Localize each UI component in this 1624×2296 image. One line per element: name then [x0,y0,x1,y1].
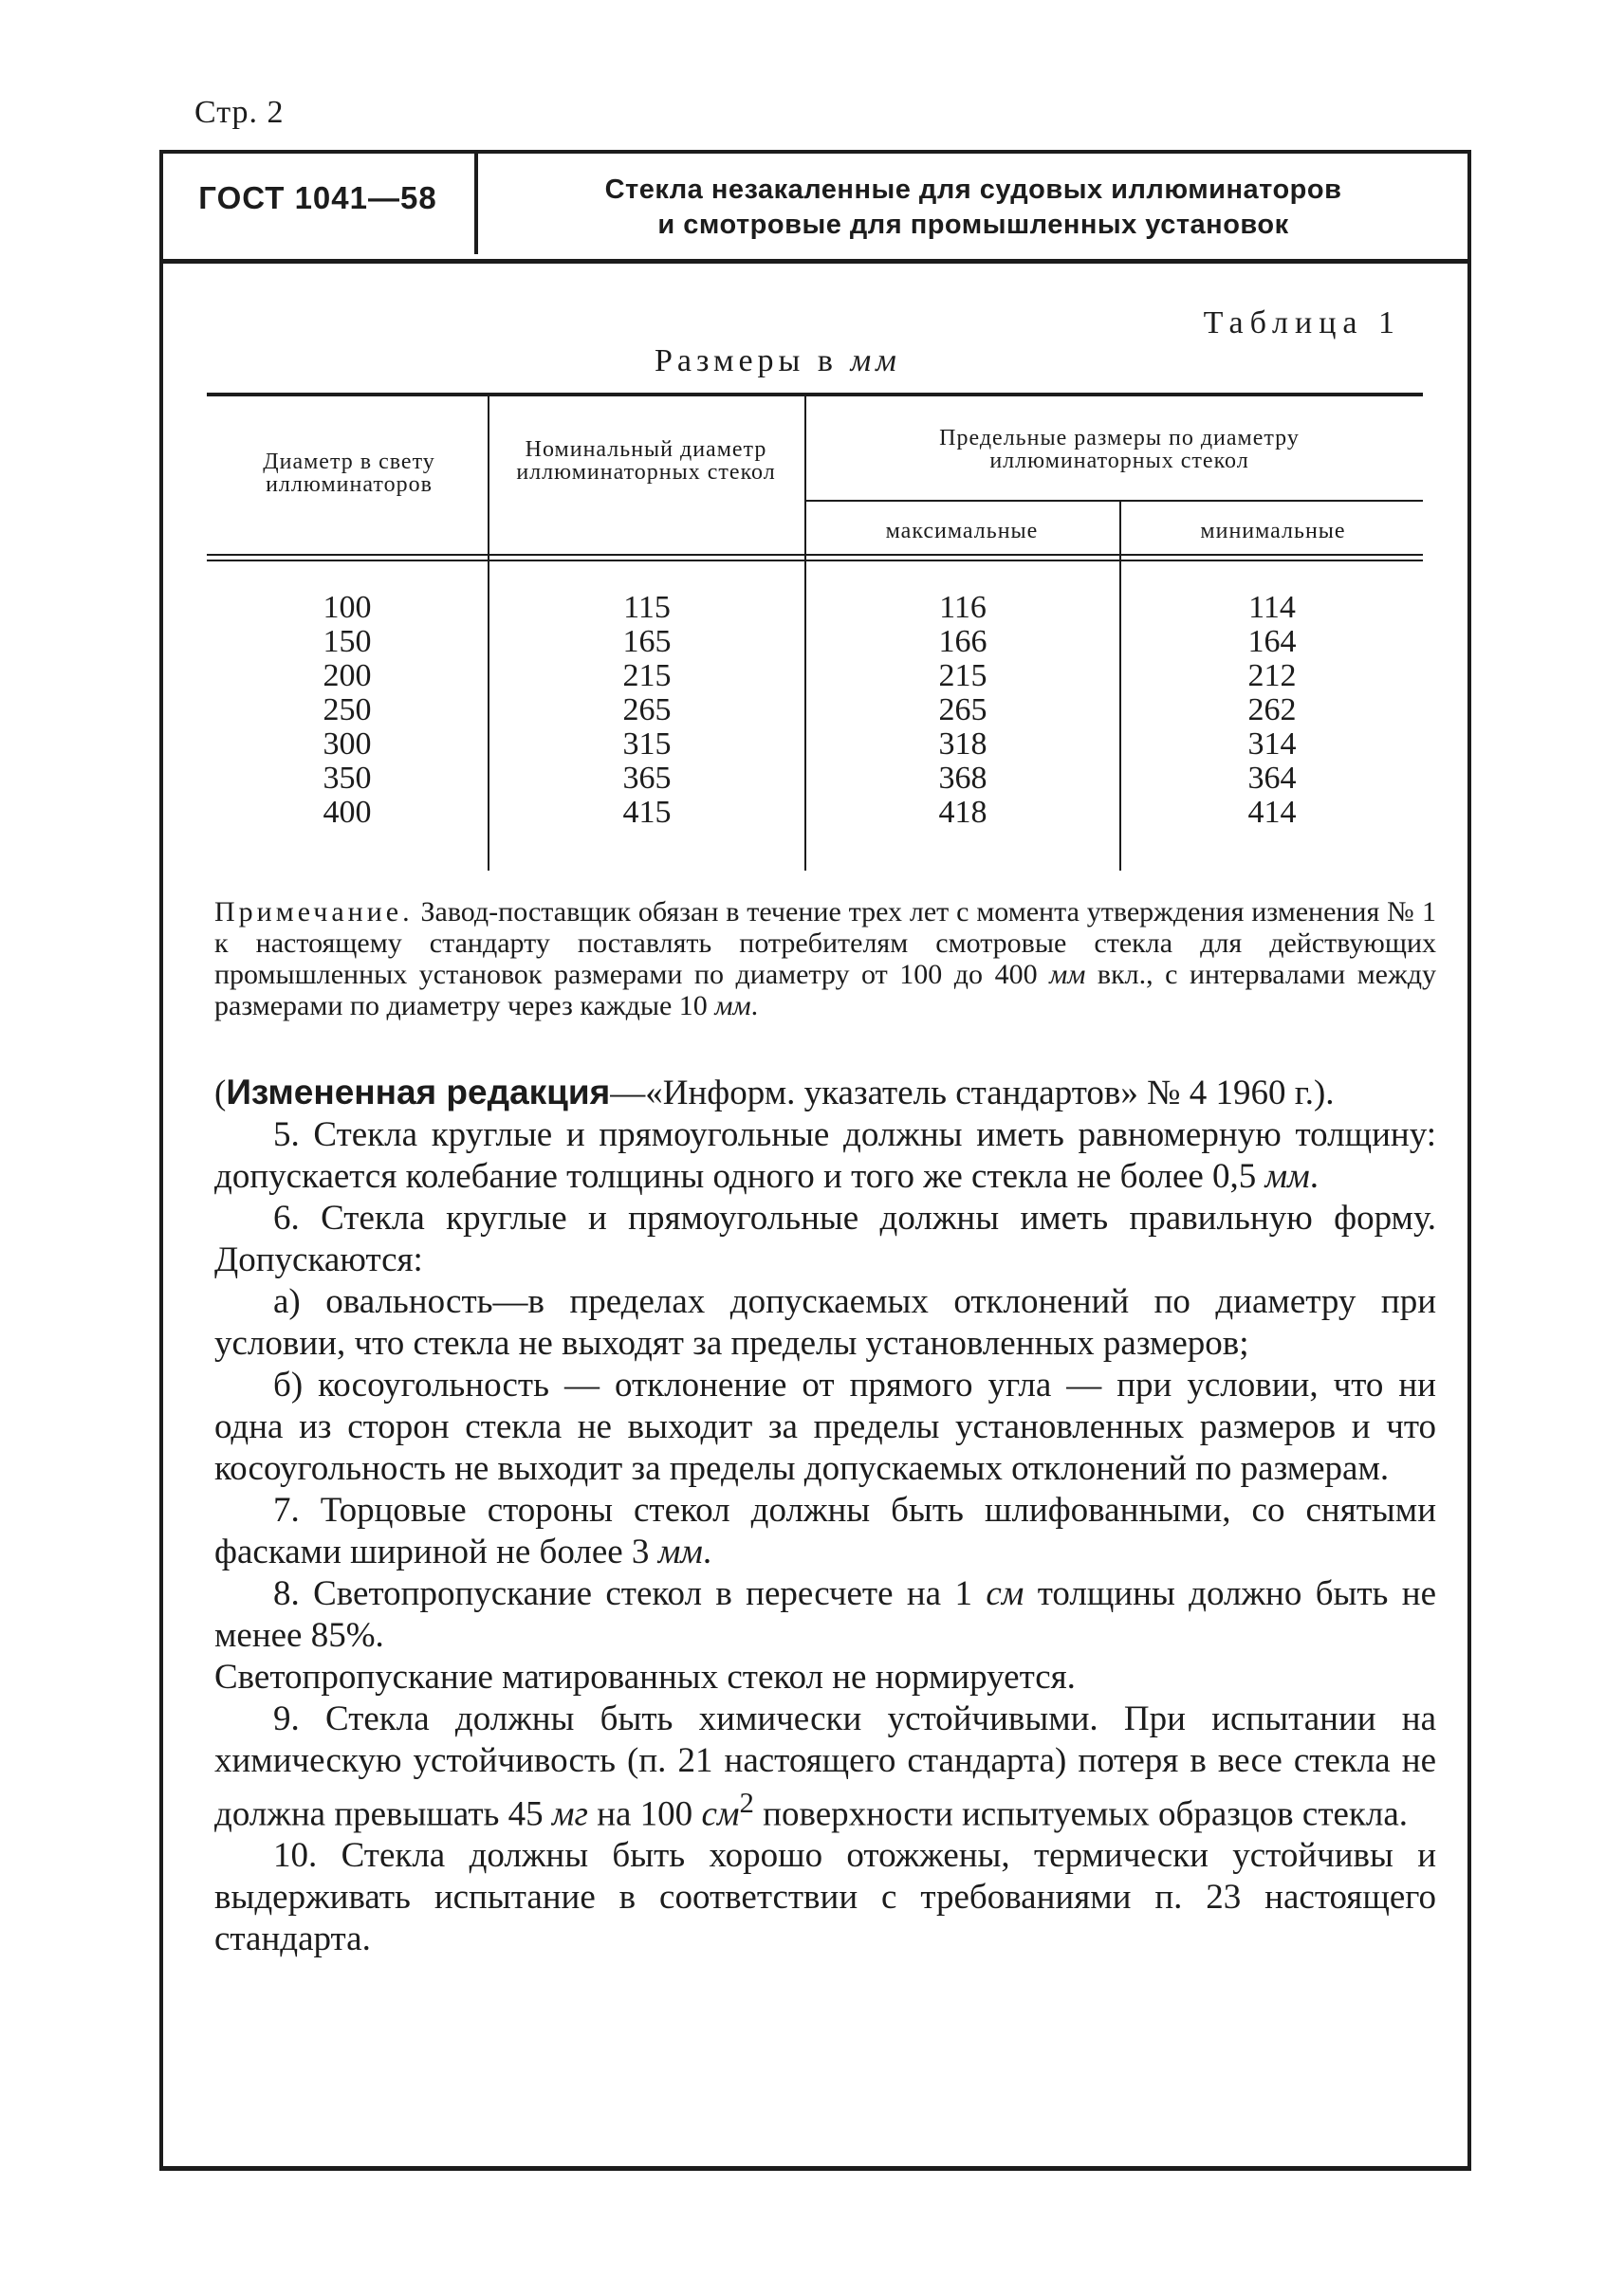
header-nominal-diameter: Номинальный диаметр иллюминаторных стекол [516,437,776,485]
clause-6b: б) косоугольность — отклонение от прямого угла — при условии, что ни одна из сторон стекла не выходит за пределы установленных размеров и что косоугольность не выходит за пределы допускаемых отклонений по размерам. [214,1366,1436,1488]
clause-5-text: 5. Стекла круглые и прямоугольные должны иметь равномерную толщину: допускается колебание толщины одного и того же стекла не более 0,5 [214,1115,1436,1196]
clause-8-text-2: толщины должно быть не менее 85%. [214,1574,1437,1655]
table-cell: 115 [623,590,671,625]
body-text [214,1072,1436,1960]
table-cell: 116 [939,590,987,625]
units-value: мм [850,343,901,378]
table-cell: 100 [323,590,372,625]
clause-9 [214,1699,1436,1835]
clause-5 [214,1114,1436,1198]
standard-code: ГОСТ 1041—58 [198,180,437,215]
frame-right-border [1467,150,1471,2170]
page-number: Стр. 2 [194,95,285,130]
table-subheader-rule [806,500,1423,502]
header-top-rule [161,150,1470,154]
table-units [655,343,901,379]
amendment-rest: —«Информ. указатель стандартов» № 4 1960 г.). [610,1074,1335,1112]
header-minimum: минимальные [1200,519,1346,543]
table-header-rule-2 [207,560,1423,561]
table-cell: 200 [323,658,372,693]
clause-9-superscript: 2 [739,1787,754,1819]
table-cell: 165 [622,624,672,659]
note-label: Примечание. [214,896,414,928]
table-cell: 415 [622,795,672,830]
clause-9-text: 9. Стекла должны быть химически устойчивыми. При испытании на химическую устойчивость (п. 21 настоящего стандарта) потеря в весе стекла не должна превышать 45 [214,1699,1436,1834]
clause-5-unit: мм [1264,1157,1310,1196]
clause-9-text-2: на 100 [587,1794,702,1834]
frame-bottom-border [159,2166,1471,2171]
note-text-3: . [750,990,759,1021]
table-cell: 166 [938,624,987,659]
clause-8-unit: см [986,1574,1024,1613]
table-label: Таблица 1 [1203,305,1401,340]
table-cell: 212 [1247,658,1297,693]
header-maximum: максимальные [885,519,1039,543]
table-cell: 150 [323,624,372,659]
amendment-open: ( [214,1074,227,1112]
clause-6a: а) овальность—в пределах допускаемых отклонений по диаметру при условии, что стекла не выходят за пределы установленных размеров; [214,1282,1436,1363]
table-cell: 215 [938,658,987,693]
table-cell: 300 [323,726,372,762]
table-cell: 418 [938,795,987,830]
document-title [480,173,1467,243]
header-divider [474,154,478,254]
amendment-reference [214,1072,1436,1114]
table-cell: 114 [1248,590,1296,625]
frame-left-border [159,150,163,2170]
title-line-1: Стекла незакаленные для судовых иллюминаторов [604,174,1342,205]
clause-10: 10. Стекла должны быть хорошо отожжены, термически устойчивы и выдерживать испытание в соответствии с требованиями п. 23 настоящего стандарта. [214,1836,1436,1959]
table-cell: 365 [622,761,672,796]
note-text-1: Завод-поставщик обязан в течение трех лет с момента утверждения изменения № 1 к настоящему стандарту поставлять потребителям смотровые стекла для действующих промышленных установок размерами по диаметру от 100 до 400 [214,896,1436,990]
table-cell: 400 [323,795,372,830]
header-limit-sizes: Предельные размеры по диаметру иллюминаторных стекол [939,426,1300,473]
clause-5-end: . [1309,1157,1320,1196]
clause-6: 6. Стекла круглые и прямоугольные должны иметь правильную форму. Допускаются: [214,1199,1436,1279]
table-cell: 265 [622,692,672,727]
clause-9-unit-1: мг [551,1794,588,1834]
table-cell: 350 [323,761,372,796]
table-cell: 364 [1247,761,1297,796]
table-cell: 265 [938,692,987,727]
note-unit-1: мм [1049,959,1086,990]
column-nominal-diameter [489,591,804,830]
clause-8 [214,1573,1436,1657]
note-text-2: вкл., с интервалами между размерами по диаметру через каждые 10 [214,959,1436,1021]
clause-7-end: . [702,1533,712,1571]
table-cell: 368 [938,761,987,796]
header-clear-diameter: Диаметр в свету иллюминаторов [263,450,435,497]
clause-7 [214,1490,1436,1573]
note-unit-2: мм [714,990,751,1021]
table-cell: 315 [622,726,672,762]
clause-9-text-3: поверхности испытуемых образцов стекла. [753,1794,1409,1834]
clause-7-unit: мм [657,1533,703,1571]
clause-9-unit-2: см [701,1794,740,1834]
header-bottom-rule [161,259,1470,264]
table-cell: 262 [1247,692,1297,727]
table-cell: 414 [1247,795,1297,830]
table-cell: 318 [938,726,987,762]
amendment-bold: Измененная редакция [226,1073,611,1111]
table-cell: 164 [1247,624,1297,659]
table-top-rule [207,393,1423,396]
table-cell: 314 [1247,726,1297,762]
clause-7-text: 7. Торцовые стороны стекол должны быть шлифованными, со снятыми фасками шириной не более 3 [214,1491,1436,1571]
title-line-2: и смотровые для промышленных установок [657,210,1289,240]
column-minimum [1121,591,1423,830]
clause-8-note: Светопропускание матированных стекол не нормируется. [214,1658,1076,1697]
column-maximum [806,591,1119,830]
units-prefix: Размеры в [655,343,838,378]
clause-8-text: 8. Светопропускание стекол в пересчете на 1 [273,1574,987,1613]
column-clear-diameter [207,591,488,830]
table-note [214,896,1436,1021]
table-header-rule-1 [207,554,1423,556]
table-cell: 215 [622,658,672,693]
table-cell: 250 [323,692,372,727]
